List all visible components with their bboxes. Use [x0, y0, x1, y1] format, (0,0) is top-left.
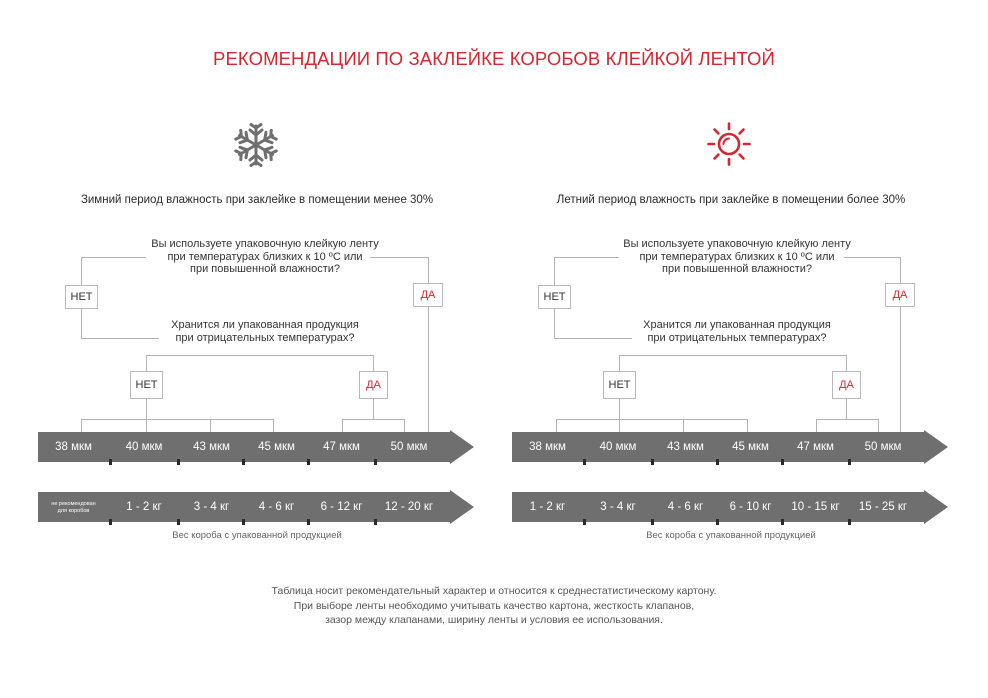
winter-no-box-1: НЕТ [65, 285, 98, 309]
flow-line [619, 355, 819, 356]
tick [307, 519, 310, 525]
summer-yes-box-2: ДА [832, 371, 861, 399]
flow-line [342, 419, 405, 420]
tick [109, 459, 112, 465]
flow-line [81, 257, 82, 287]
winter-no-box-2: НЕТ [130, 371, 163, 399]
thickness-label: 50 мкм [864, 441, 902, 453]
flow-line [428, 306, 429, 436]
tick [583, 519, 586, 525]
tick [242, 519, 245, 525]
summer-question-1: Вы используете упаковочную клейкую ленту при температурах близких к 10 ºС или при повышенной влажности? [623, 238, 851, 275]
tick [109, 519, 112, 525]
flow-line [554, 257, 555, 287]
summer-weight-arrow [512, 492, 948, 522]
weight-label: 6 - 10 кг [729, 501, 772, 513]
tick [242, 459, 245, 465]
flow-line [373, 398, 374, 420]
thickness-label: 47 мкм [323, 441, 360, 453]
winter-subtitle: Зимний период влажность при заклейке в помещении менее 30% [80, 194, 434, 206]
thickness-label: 50 мкм [390, 441, 428, 453]
weight-label: 12 - 20 кг [384, 501, 434, 513]
winter-question-1: Вы используете упаковочную клейкую ленту при температурах близких к 10 ºС или при повышенной влажности? [151, 238, 379, 275]
flow-line [81, 419, 274, 420]
weight-label: 3 - 4 кг [193, 501, 230, 513]
weight-label: 4 - 6 кг [258, 501, 295, 513]
flow-line [556, 419, 748, 420]
tick [374, 519, 377, 525]
summer-thickness-arrow [512, 432, 948, 462]
summer-no-box-2: НЕТ [603, 371, 636, 399]
tick [716, 519, 719, 525]
tick [177, 519, 180, 525]
tick [848, 519, 851, 525]
weight-label: 6 - 12 кг [320, 501, 363, 513]
flow-line [146, 398, 147, 420]
tick [374, 459, 377, 465]
tick [716, 459, 719, 465]
tick [307, 459, 310, 465]
thickness-label: 43 мкм [667, 441, 704, 453]
not-recommended-note: не рекомендован для коробов [51, 501, 96, 514]
winter-question-2: Хранится ли упакованная продукция при отрицательных температурах? [171, 319, 359, 344]
weight-label: 1 - 2 кг [529, 501, 566, 513]
winter-weight-arrow [38, 492, 474, 522]
flow-line [81, 308, 82, 338]
winter-yes-box-1: ДА [413, 283, 443, 307]
weight-label: 4 - 6 кг [667, 501, 704, 513]
weight-label: 1 - 2 кг [126, 501, 162, 513]
flow-line [900, 257, 901, 284]
summer-question-2: Хранится ли упакованная продукция при отрицательных температурах? [643, 319, 831, 344]
thickness-label: 47 мкм [797, 441, 834, 453]
thickness-label: 38 мкм [55, 441, 92, 453]
flow-line [373, 355, 374, 372]
flow-line [816, 419, 879, 420]
tick [651, 519, 654, 525]
winter-yes-box-2: ДА [359, 371, 388, 399]
flow-line [819, 355, 846, 356]
flow-line [619, 398, 620, 420]
thickness-label: 45 мкм [258, 441, 295, 453]
thickness-label: 40 мкм [125, 441, 163, 453]
thickness-label: 38 мкм [529, 441, 566, 453]
thickness-label: 40 мкм [599, 441, 637, 453]
weight-label: 15 - 25 кг [858, 501, 908, 513]
tick [848, 459, 851, 465]
tick [177, 459, 180, 465]
thickness-label: 45 мкм [732, 441, 769, 453]
page-title: РЕКОМЕНДАЦИИ ПО ЗАКЛЕЙКЕ КОРОБОВ КЛЕЙКОЙ ЛЕНТОЙ [213, 48, 775, 69]
weight-label: 3 - 4 кг [600, 501, 636, 513]
flow-line [900, 306, 901, 436]
flow-line [846, 355, 847, 372]
thickness-label: 43 мкм [193, 441, 230, 453]
summer-no-box-1: НЕТ [538, 285, 571, 309]
footnote: Таблица носит рекомендательный характер и относится к среднестатистическому картону. При выборе ленты необходимо учитывать качество картона, жесткость клапанов, зазор между клапанами, ширину ленты и условия ее использования. [271, 585, 717, 626]
flow-line [846, 398, 847, 420]
tick [651, 459, 654, 465]
tick [781, 519, 784, 525]
flow-line [619, 355, 620, 371]
flow-line [346, 355, 373, 356]
summer-subtitle: Летний период влажность при заклейке в помещении более 30% [556, 194, 906, 206]
summer-caption: Вес короба с упакованной продукцией [646, 530, 816, 541]
flow-line [146, 355, 346, 356]
flow-line [428, 257, 429, 284]
weight-label: 10 - 15 кг [791, 501, 840, 513]
flow-line [146, 355, 147, 371]
summer-yes-box-1: ДА [885, 283, 915, 307]
flow-line [554, 308, 555, 338]
tick [583, 459, 586, 465]
tick [781, 459, 784, 465]
winter-thickness-arrow [38, 432, 474, 462]
winter-caption: Вес короба с упакованной продукцией [172, 530, 342, 541]
